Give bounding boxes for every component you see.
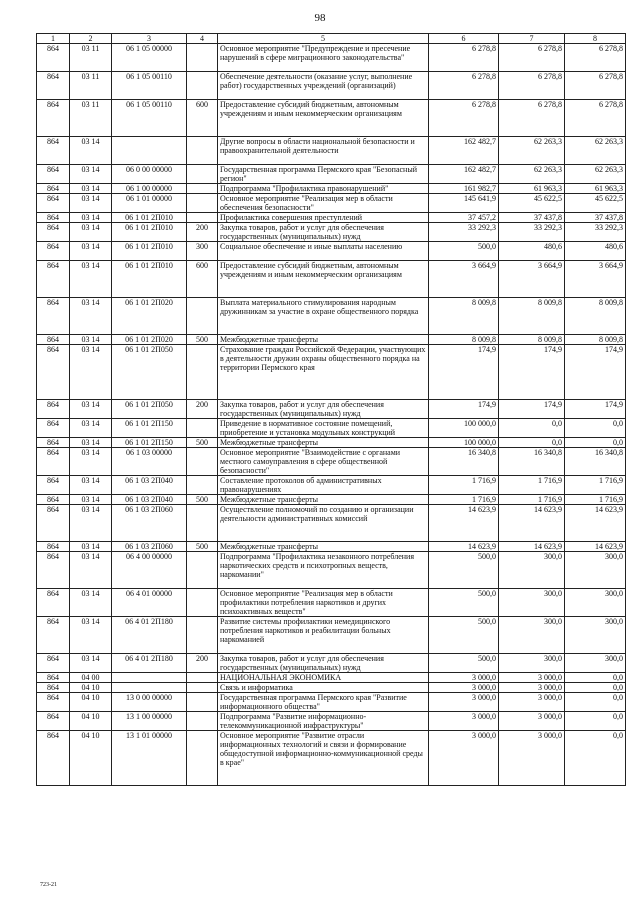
expense-type-cell — [187, 617, 218, 654]
admin-code-cell: 864 — [37, 731, 70, 786]
target-article-cell: 06 1 03 00000 — [112, 448, 187, 476]
amount-col8-cell: 0,0 — [565, 419, 626, 438]
amount-col7-cell: 3 000,0 — [499, 693, 565, 712]
amount-col7-cell: 174,9 — [499, 345, 565, 400]
amount-col7-cell: 14 623,9 — [499, 542, 565, 552]
target-article-cell: 06 1 01 2П150 — [112, 419, 187, 438]
amount-col8-cell: 0,0 — [565, 438, 626, 448]
section-code-cell: 03 14 — [70, 194, 112, 213]
admin-code-cell: 864 — [37, 617, 70, 654]
amount-col8-cell: 61 963,3 — [565, 184, 626, 194]
admin-code-cell: 864 — [37, 223, 70, 242]
amount-col6-cell: 6 278,8 — [429, 100, 499, 137]
amount-col6-cell: 3 000,0 — [429, 712, 499, 731]
target-article-cell: 06 0 00 00000 — [112, 165, 187, 184]
amount-col8-cell: 14 623,9 — [565, 505, 626, 542]
target-article-cell — [112, 137, 187, 165]
amount-col6-cell: 6 278,8 — [429, 44, 499, 72]
description-cell: Основное мероприятие "Реализация мер в области профилактики потребления наркотиков и других психоактивных веществ" — [218, 589, 429, 617]
target-article-cell: 06 1 00 00000 — [112, 184, 187, 194]
amount-col6-cell: 3 000,0 — [429, 693, 499, 712]
target-article-cell: 06 1 03 2П060 — [112, 505, 187, 542]
section-code-cell: 03 14 — [70, 552, 112, 589]
amount-col8-cell: 0,0 — [565, 731, 626, 786]
target-article-cell: 06 1 01 2П010 — [112, 261, 187, 298]
section-code-cell: 03 14 — [70, 654, 112, 673]
description-cell: Закупка товаров, работ и услуг для обеспечения государственных (муниципальных) нужд — [218, 654, 429, 673]
amount-col7-cell: 480,6 — [499, 242, 565, 261]
amount-col7-cell: 14 623,9 — [499, 505, 565, 542]
admin-code-cell: 864 — [37, 419, 70, 438]
amount-col6-cell: 100 000,0 — [429, 438, 499, 448]
section-code-cell: 03 14 — [70, 476, 112, 495]
target-article-cell: 06 1 01 2П150 — [112, 438, 187, 448]
expense-type-cell: 500 — [187, 495, 218, 505]
description-cell: Подпрограмма "Профилактика незаконного потребления наркотических средств и психотропных веществ, наркомании" — [218, 552, 429, 589]
amount-col7-cell: 3 000,0 — [499, 683, 565, 693]
amount-col7-cell: 300,0 — [499, 654, 565, 673]
section-code-cell: 03 14 — [70, 400, 112, 419]
section-code-cell: 03 14 — [70, 261, 112, 298]
description-cell: Межбюджетные трансферты — [218, 335, 429, 345]
expense-type-cell — [187, 298, 218, 335]
amount-col7-cell: 174,9 — [499, 400, 565, 419]
target-article-cell: 06 4 01 2П180 — [112, 617, 187, 654]
admin-code-cell: 864 — [37, 72, 70, 100]
amount-col8-cell: 0,0 — [565, 673, 626, 683]
expense-type-cell — [187, 137, 218, 165]
section-code-cell: 03 11 — [70, 100, 112, 137]
table-row — [37, 213, 626, 223]
amount-col6-cell: 500,0 — [429, 552, 499, 589]
description-cell: Подпрограмма "Развитие информационно-телекоммуникационной инфраструктуры" — [218, 712, 429, 731]
page-number: 98 — [314, 12, 326, 24]
description-cell: Государственная программа Пермского края "Безопасный регион" — [218, 165, 429, 184]
amount-col8-cell: 174,9 — [565, 400, 626, 419]
admin-code-cell: 864 — [37, 552, 70, 589]
expense-type-cell — [187, 505, 218, 542]
table-row — [37, 476, 626, 495]
expense-type-cell — [187, 589, 218, 617]
admin-code-cell: 864 — [37, 673, 70, 683]
admin-code-cell: 864 — [37, 100, 70, 137]
table-row — [37, 654, 626, 673]
section-code-cell: 03 14 — [70, 298, 112, 335]
admin-code-cell: 864 — [37, 335, 70, 345]
section-code-cell: 04 10 — [70, 693, 112, 712]
table-row — [37, 419, 626, 438]
target-article-cell: 06 1 03 2П060 — [112, 542, 187, 552]
col-header-4: 4 — [187, 34, 218, 44]
admin-code-cell: 864 — [37, 542, 70, 552]
amount-col7-cell: 3 000,0 — [499, 731, 565, 786]
table-row — [37, 298, 626, 335]
amount-col7-cell: 3 000,0 — [499, 712, 565, 731]
amount-col6-cell: 8 009,8 — [429, 298, 499, 335]
amount-col6-cell: 1 716,9 — [429, 495, 499, 505]
table-row — [37, 617, 626, 654]
table-row — [37, 542, 626, 552]
section-code-cell: 03 14 — [70, 137, 112, 165]
amount-col6-cell: 500,0 — [429, 589, 499, 617]
description-cell: НАЦИОНАЛЬНАЯ ЭКОНОМИКА — [218, 673, 429, 683]
amount-col7-cell: 300,0 — [499, 617, 565, 654]
expense-type-cell — [187, 213, 218, 223]
description-cell: Составление протоколов об административных правонарушениях — [218, 476, 429, 495]
target-article-cell: 13 1 01 00000 — [112, 731, 187, 786]
target-article-cell: 06 1 01 2П010 — [112, 242, 187, 261]
description-cell: Государственная программа Пермского края "Развитие информационного общества" — [218, 693, 429, 712]
description-cell: Предоставление субсидий бюджетным, автономным учреждениям и иным некоммерческим организациям — [218, 100, 429, 137]
amount-col8-cell: 0,0 — [565, 712, 626, 731]
col-header-5: 5 — [218, 34, 429, 44]
amount-col6-cell: 14 623,9 — [429, 505, 499, 542]
amount-col7-cell: 1 716,9 — [499, 495, 565, 505]
table-row — [37, 72, 626, 100]
admin-code-cell: 864 — [37, 242, 70, 261]
description-cell: Другие вопросы в области национальной безопасности и правоохранительной деятельности — [218, 137, 429, 165]
expense-type-cell: 200 — [187, 400, 218, 419]
amount-col8-cell: 6 278,8 — [565, 44, 626, 72]
section-code-cell: 03 14 — [70, 345, 112, 400]
amount-col8-cell: 6 278,8 — [565, 72, 626, 100]
amount-col6-cell: 1 716,9 — [429, 476, 499, 495]
admin-code-cell: 864 — [37, 261, 70, 298]
amount-col7-cell: 300,0 — [499, 589, 565, 617]
admin-code-cell: 864 — [37, 693, 70, 712]
table-row — [37, 165, 626, 184]
table-row — [37, 589, 626, 617]
admin-code-cell: 864 — [37, 345, 70, 400]
section-code-cell: 03 14 — [70, 335, 112, 345]
admin-code-cell: 864 — [37, 683, 70, 693]
target-article-cell: 06 1 01 00000 — [112, 194, 187, 213]
target-article-cell: 06 1 01 2П050 — [112, 400, 187, 419]
amount-col7-cell: 0,0 — [499, 419, 565, 438]
amount-col7-cell: 45 622,5 — [499, 194, 565, 213]
amount-col6-cell: 16 340,8 — [429, 448, 499, 476]
amount-col6-cell: 174,9 — [429, 345, 499, 400]
footer-code: 723-21 — [40, 882, 57, 888]
amount-col8-cell: 16 340,8 — [565, 448, 626, 476]
expense-type-cell — [187, 731, 218, 786]
amount-col6-cell: 33 292,3 — [429, 223, 499, 242]
table-row — [37, 505, 626, 542]
description-cell: Закупка товаров, работ и услуг для обеспечения государственных (муниципальных) нужд — [218, 400, 429, 419]
amount-col8-cell: 1 716,9 — [565, 495, 626, 505]
amount-col7-cell: 6 278,8 — [499, 72, 565, 100]
target-article-cell: 06 1 03 2П040 — [112, 495, 187, 505]
admin-code-cell: 864 — [37, 400, 70, 419]
table-row — [37, 184, 626, 194]
amount-col7-cell: 1 716,9 — [499, 476, 565, 495]
expense-type-cell — [187, 184, 218, 194]
col-header-8: 8 — [565, 34, 626, 44]
target-article-cell: 13 0 00 00000 — [112, 693, 187, 712]
expense-type-cell — [187, 44, 218, 72]
admin-code-cell: 864 — [37, 184, 70, 194]
section-code-cell: 03 14 — [70, 419, 112, 438]
description-cell: Подпрограмма "Профилактика правонарушений" — [218, 184, 429, 194]
amount-col6-cell: 500,0 — [429, 654, 499, 673]
table-row — [37, 400, 626, 419]
target-article-cell — [112, 673, 187, 683]
admin-code-cell: 864 — [37, 589, 70, 617]
section-code-cell: 03 14 — [70, 242, 112, 261]
expense-type-cell — [187, 165, 218, 184]
amount-col6-cell: 6 278,8 — [429, 72, 499, 100]
expense-type-cell — [187, 712, 218, 731]
expense-type-cell: 200 — [187, 223, 218, 242]
target-article-cell: 13 1 00 00000 — [112, 712, 187, 731]
table-row — [37, 552, 626, 589]
amount-col8-cell: 0,0 — [565, 683, 626, 693]
amount-col6-cell: 500,0 — [429, 242, 499, 261]
admin-code-cell: 864 — [37, 438, 70, 448]
amount-col8-cell: 33 292,3 — [565, 223, 626, 242]
col-header-2: 2 — [70, 34, 112, 44]
amount-col8-cell: 37 437,8 — [565, 213, 626, 223]
expense-type-cell — [187, 673, 218, 683]
amount-col7-cell: 62 263,3 — [499, 165, 565, 184]
col-header-7: 7 — [499, 34, 565, 44]
amount-col8-cell: 14 623,9 — [565, 542, 626, 552]
target-article-cell — [112, 683, 187, 693]
col-header-6: 6 — [429, 34, 499, 44]
expense-type-cell — [187, 448, 218, 476]
description-cell: Предоставление субсидий бюджетным, автономным учреждениям и иным некоммерческим организациям — [218, 261, 429, 298]
table-row — [37, 335, 626, 345]
section-code-cell: 03 14 — [70, 495, 112, 505]
section-code-cell: 03 14 — [70, 165, 112, 184]
section-code-cell: 04 10 — [70, 712, 112, 731]
description-cell: Приведение в нормативное состояние помещений, приобретение и установка модульных конструкций — [218, 419, 429, 438]
expense-type-cell — [187, 345, 218, 400]
section-code-cell: 03 14 — [70, 213, 112, 223]
target-article-cell: 06 1 05 00110 — [112, 72, 187, 100]
expense-type-cell — [187, 693, 218, 712]
expense-type-cell: 500 — [187, 438, 218, 448]
target-article-cell: 06 4 01 2П180 — [112, 654, 187, 673]
column-number-row — [37, 34, 626, 44]
amount-col6-cell: 3 000,0 — [429, 683, 499, 693]
description-cell: Межбюджетные трансферты — [218, 438, 429, 448]
description-cell: Основное мероприятие "Реализация мер в области обеспечения безопасности" — [218, 194, 429, 213]
table-row — [37, 194, 626, 213]
admin-code-cell: 864 — [37, 476, 70, 495]
amount-col8-cell: 300,0 — [565, 654, 626, 673]
amount-col8-cell: 6 278,8 — [565, 100, 626, 137]
admin-code-cell: 864 — [37, 298, 70, 335]
amount-col8-cell: 8 009,8 — [565, 335, 626, 345]
amount-col6-cell: 162 482,7 — [429, 165, 499, 184]
section-code-cell: 03 14 — [70, 542, 112, 552]
target-article-cell: 06 4 01 00000 — [112, 589, 187, 617]
expense-type-cell — [187, 552, 218, 589]
amount-col8-cell: 8 009,8 — [565, 298, 626, 335]
target-article-cell: 06 1 01 2П050 — [112, 345, 187, 400]
section-code-cell: 03 14 — [70, 184, 112, 194]
table-row — [37, 683, 626, 693]
col-header-3: 3 — [112, 34, 187, 44]
expense-type-cell: 200 — [187, 654, 218, 673]
amount-col8-cell: 3 664,9 — [565, 261, 626, 298]
section-code-cell: 03 14 — [70, 448, 112, 476]
amount-col6-cell: 161 982,7 — [429, 184, 499, 194]
expense-type-cell — [187, 72, 218, 100]
admin-code-cell: 864 — [37, 495, 70, 505]
amount-col6-cell: 14 623,9 — [429, 542, 499, 552]
expense-type-cell: 500 — [187, 542, 218, 552]
admin-code-cell: 864 — [37, 505, 70, 542]
admin-code-cell: 864 — [37, 137, 70, 165]
amount-col8-cell: 62 263,3 — [565, 165, 626, 184]
target-article-cell: 06 1 05 00110 — [112, 100, 187, 137]
budget-table — [36, 33, 626, 786]
amount-col7-cell: 0,0 — [499, 438, 565, 448]
description-cell: Закупка товаров, работ и услуг для обеспечения государственных (муниципальных) нужд — [218, 223, 429, 242]
table-row — [37, 137, 626, 165]
table-row — [37, 448, 626, 476]
admin-code-cell: 864 — [37, 654, 70, 673]
amount-col7-cell: 33 292,3 — [499, 223, 565, 242]
amount-col7-cell: 61 963,3 — [499, 184, 565, 194]
amount-col7-cell: 6 278,8 — [499, 100, 565, 137]
table-row — [37, 712, 626, 731]
table-row — [37, 693, 626, 712]
expense-type-cell: 300 — [187, 242, 218, 261]
target-article-cell: 06 4 00 00000 — [112, 552, 187, 589]
amount-col8-cell: 300,0 — [565, 617, 626, 654]
amount-col8-cell: 300,0 — [565, 589, 626, 617]
target-article-cell: 06 1 01 2П010 — [112, 213, 187, 223]
amount-col6-cell: 37 457,2 — [429, 213, 499, 223]
target-article-cell: 06 1 01 2П020 — [112, 298, 187, 335]
section-code-cell: 04 00 — [70, 673, 112, 683]
amount-col6-cell: 500,0 — [429, 617, 499, 654]
admin-code-cell: 864 — [37, 213, 70, 223]
section-code-cell: 04 10 — [70, 731, 112, 786]
section-code-cell: 03 11 — [70, 44, 112, 72]
table-row — [37, 44, 626, 72]
amount-col7-cell: 3 000,0 — [499, 673, 565, 683]
description-cell: Обеспечение деятельности (оказание услуг, выполнение работ) государственных учреждений (организаций) — [218, 72, 429, 100]
table-row — [37, 261, 626, 298]
col-header-1: 1 — [37, 34, 70, 44]
expense-type-cell: 500 — [187, 335, 218, 345]
admin-code-cell: 864 — [37, 44, 70, 72]
amount-col7-cell: 8 009,8 — [499, 335, 565, 345]
section-code-cell: 03 14 — [70, 505, 112, 542]
table-body — [37, 44, 626, 786]
admin-code-cell: 864 — [37, 448, 70, 476]
description-cell: Профилактика совершения преступлений — [218, 213, 429, 223]
amount-col7-cell: 62 263,3 — [499, 137, 565, 165]
amount-col6-cell: 3 000,0 — [429, 731, 499, 786]
amount-col8-cell: 174,9 — [565, 345, 626, 400]
description-cell: Страхование граждан Российской Федерации, участвующих в деятельности дружин охраны общественного порядка на территории Пермского края — [218, 345, 429, 400]
amount-col7-cell: 3 664,9 — [499, 261, 565, 298]
admin-code-cell: 864 — [37, 194, 70, 213]
table-row — [37, 495, 626, 505]
table-row — [37, 438, 626, 448]
table-row — [37, 345, 626, 400]
description-cell: Межбюджетные трансферты — [218, 542, 429, 552]
amount-col7-cell: 8 009,8 — [499, 298, 565, 335]
description-cell: Основное мероприятие "Развитие отрасли информационных технологий и связи и формирование общедоступной информационно-коммуникационной среды в крае" — [218, 731, 429, 786]
amount-col6-cell: 8 009,8 — [429, 335, 499, 345]
amount-col6-cell: 145 641,9 — [429, 194, 499, 213]
amount-col6-cell: 162 482,7 — [429, 137, 499, 165]
description-cell: Осуществление полномочий по созданию и организации деятельности административных комиссий — [218, 505, 429, 542]
amount-col7-cell: 37 437,8 — [499, 213, 565, 223]
expense-type-cell — [187, 419, 218, 438]
table-row — [37, 100, 626, 137]
section-code-cell: 03 14 — [70, 438, 112, 448]
amount-col6-cell: 3 664,9 — [429, 261, 499, 298]
expense-type-cell — [187, 194, 218, 213]
target-article-cell: 06 1 01 2П020 — [112, 335, 187, 345]
amount-col8-cell: 300,0 — [565, 552, 626, 589]
section-code-cell: 03 14 — [70, 589, 112, 617]
expense-type-cell — [187, 683, 218, 693]
amount-col7-cell: 16 340,8 — [499, 448, 565, 476]
amount-col7-cell: 300,0 — [499, 552, 565, 589]
admin-code-cell: 864 — [37, 165, 70, 184]
description-cell: Выплата материального стимулирования народным дружинникам за участие в охране общественного порядка — [218, 298, 429, 335]
section-code-cell: 03 14 — [70, 223, 112, 242]
description-cell: Связь и информатика — [218, 683, 429, 693]
section-code-cell: 03 11 — [70, 72, 112, 100]
description-cell: Социальное обеспечение и иные выплаты населению — [218, 242, 429, 261]
description-cell: Основное мероприятие "Предупреждение и пресечение нарушений в сфере миграционного законодательства" — [218, 44, 429, 72]
amount-col8-cell: 480,6 — [565, 242, 626, 261]
amount-col8-cell: 45 622,5 — [565, 194, 626, 213]
expense-type-cell: 600 — [187, 100, 218, 137]
amount-col6-cell: 100 000,0 — [429, 419, 499, 438]
table-row — [37, 731, 626, 786]
target-article-cell: 06 1 01 2П010 — [112, 223, 187, 242]
amount-col8-cell: 0,0 — [565, 693, 626, 712]
description-cell: Развитие системы профилактики немедицинского потребления наркотиков и реабилитации больных наркоманией — [218, 617, 429, 654]
target-article-cell: 06 1 05 00000 — [112, 44, 187, 72]
target-article-cell: 06 1 03 2П040 — [112, 476, 187, 495]
table-row — [37, 673, 626, 683]
description-cell: Основное мероприятие "Взаимодействие с органами местного самоуправления в сфере общественной безопасности" — [218, 448, 429, 476]
section-code-cell: 04 10 — [70, 683, 112, 693]
amount-col8-cell: 1 716,9 — [565, 476, 626, 495]
section-code-cell: 03 14 — [70, 617, 112, 654]
expense-type-cell: 600 — [187, 261, 218, 298]
amount-col7-cell: 6 278,8 — [499, 44, 565, 72]
description-cell: Межбюджетные трансферты — [218, 495, 429, 505]
amount-col6-cell: 3 000,0 — [429, 673, 499, 683]
expense-type-cell — [187, 476, 218, 495]
admin-code-cell: 864 — [37, 712, 70, 731]
amount-col8-cell: 62 263,3 — [565, 137, 626, 165]
table-row — [37, 223, 626, 242]
amount-col6-cell: 174,9 — [429, 400, 499, 419]
table-row — [37, 242, 626, 261]
